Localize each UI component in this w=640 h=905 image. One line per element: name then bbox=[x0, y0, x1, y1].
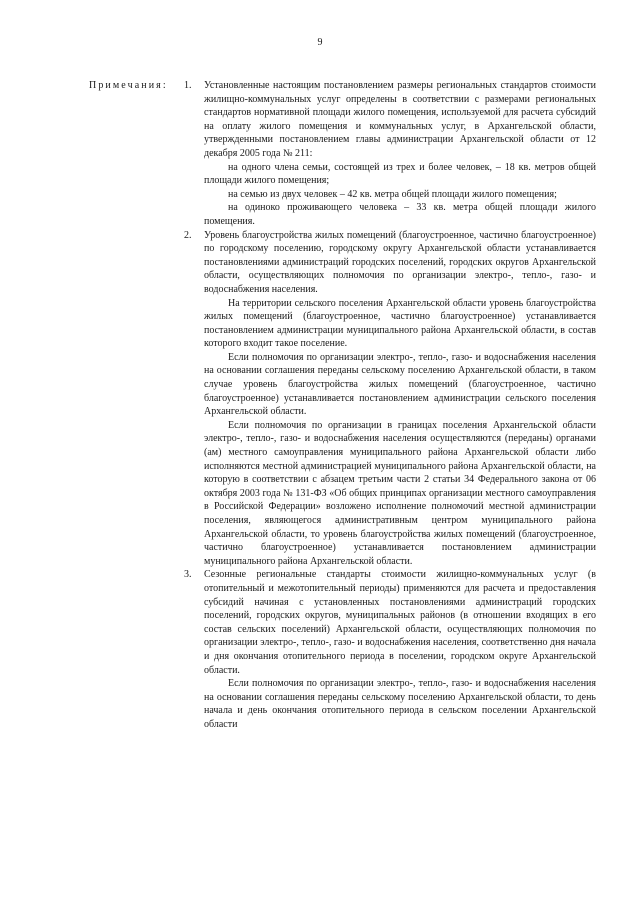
notes-label: Примечания: bbox=[89, 80, 168, 91]
notes-list bbox=[184, 79, 596, 732]
note-number: 2. bbox=[184, 229, 192, 241]
note-paragraph: Уровень благоустройства жилых помещений (благоустроенное, частично благоустроенное) по городскому поселению, городскому округу Архангельской области устанавливается постановлениями администраций городских поселений, городских округов Архангельской области, осуществляющих полномочия по организации электро-, тепло-, газо- и водоснабжения населения. bbox=[204, 229, 596, 295]
note-paragraph: на семью из двух человек – 42 кв. метра общей площади жилого помещения; bbox=[228, 188, 557, 200]
note-item-3 bbox=[184, 568, 596, 731]
note-paragraph: Если полномочия по организации электро-, тепло-, газо- и водоснабжения населения на основании соглашения переданы сельскому поселению Архангельской области, в таком случае уровень благоустройства жилых помещений (благоустроенное, частично благоустроенное) устанавливается постановлением администрации сельского поселения Архангельской области. bbox=[204, 351, 596, 418]
note-paragraph: Сезонные региональные стандарты стоимости жилищно-коммунальных услуг (в отопительный и межотопительный периоды) применяются для расчета и предоставления субсидий начиная с установленных постановлениями администраций городских поселений, городских округов, муниципальных районов (в отношении входящих в его состав сельских поселений) Архангельской области, осуществляющих полномочия по организации электро-, тепло-, газо- и водоснабжения населения, соответственно дня начала и дня окончания отопительного периода в поселении, городском округе Архангельской области. bbox=[204, 569, 596, 676]
note-number: 3. bbox=[184, 569, 192, 581]
note-paragraph: Если полномочия по организации электро-, тепло-, газо- и водоснабжения населения на основании соглашения переданы сельскому поселению Архангельской области, то день начала и день окончания отопительного периода в сельском поселении Архангельской области bbox=[204, 678, 596, 730]
note-paragraph: на одиноко проживающего человека – 33 кв. метра общей площади жилого помещения. bbox=[204, 202, 596, 227]
note-paragraph: на одного члена семьи, состоящей из трех и более человек, – 18 кв. метров общей площади жилого помещения; bbox=[204, 161, 596, 187]
note-item-2 bbox=[184, 229, 596, 569]
note-number: 1. bbox=[184, 80, 192, 91]
note-paragraph: На территории сельского поселения Архангельской области уровень благоустройства жилых помещений (благоустроенное, частично благоустроенное) устанавливается постановлением администрации муниципального района Архангельской области, в состав которого входит такое поселение. bbox=[204, 297, 596, 350]
page-number: 9 bbox=[317, 37, 323, 48]
note-item-1 bbox=[184, 79, 596, 229]
note-paragraph: Установленные настоящим постановлением размеры региональных стандартов стоимости жилищно-коммунальных услуг определены в соответствии с размерами региональных стандартов нормативной площади жилого помещения, используемой для расчета субсидий на оплату жилого помещения и коммунальных услуг, в Архангельской области, утвержденными постановлением главы администрации Архангельской области от 12 декабря 2005 года № 211: bbox=[204, 80, 596, 159]
note-paragraph: Если полномочия по организации в границах поселения Архангельской области электро-, тепло-, газо- и водоснабжения населения осуществляются (переданы) органами (ам) местного самоуправления муниципального района Архангельской области либо исполняются местной администрацией муниципального района Архангельской области, на которую в соответствии с абзацем третьим части 2 статьи 34 Федерального закона от 06 октября 2003 года № 131-ФЗ «Об общих принципах организации местного самоуправления в Российской Федерации» возложено исполнение полномочий местной администрации поселения, являющегося административным центром муниципального района Архангельской области, то уровень благоустройства жилых помещений (благоустроенное, частично благоустроенное) устанавливается постановлением администрации муниципального района Архангельской области. bbox=[204, 419, 596, 567]
